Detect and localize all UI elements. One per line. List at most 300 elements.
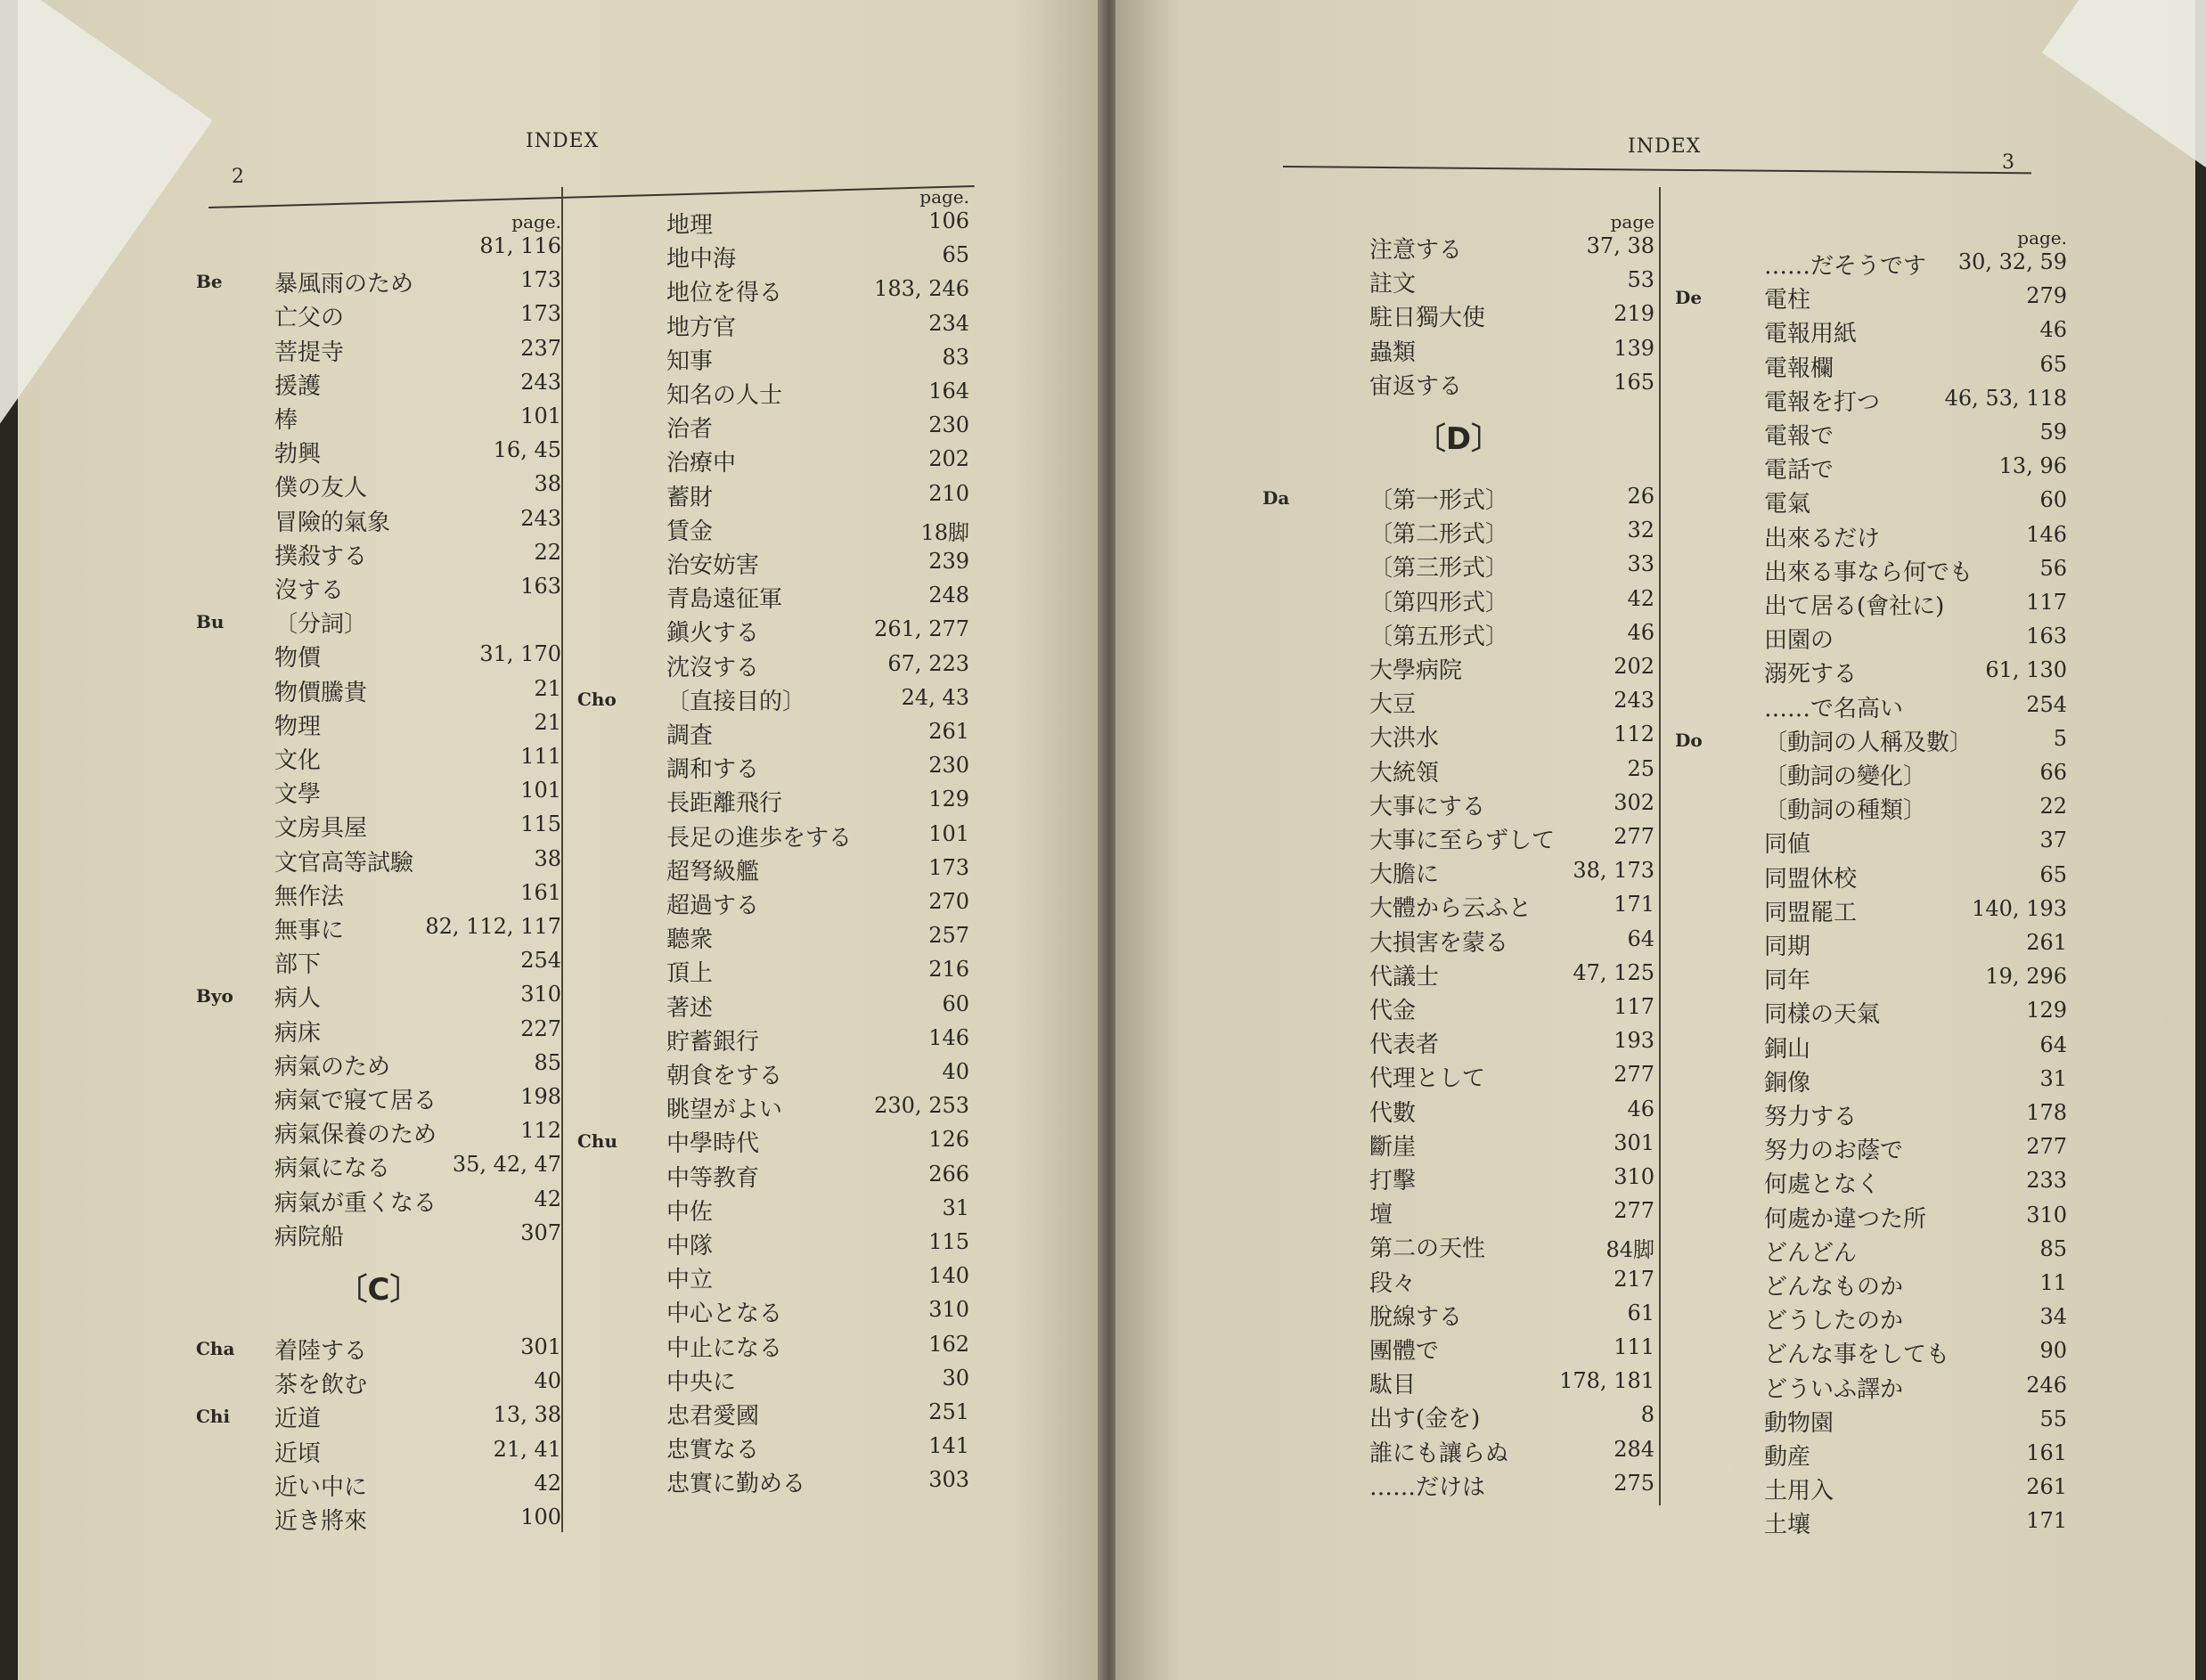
entry-page: 310	[928, 1297, 969, 1323]
index-entry	[1262, 482, 1654, 516]
entry-page: 60	[942, 991, 969, 1016]
entry-page: 21, 41	[493, 1436, 561, 1462]
index-entry	[577, 241, 969, 274]
index-entry	[196, 436, 561, 469]
entry-term: 第二の天性	[1369, 1236, 1486, 1263]
entry-page: 32	[1627, 518, 1654, 543]
entry-term: 段々	[1369, 1269, 1417, 1297]
entry-prefix: Byo	[196, 985, 233, 1007]
entry-prefix: Be	[196, 271, 223, 293]
entry-page: 234	[928, 310, 969, 336]
index-entry	[1675, 758, 2067, 792]
entry-term: 中央に	[666, 1368, 737, 1396]
entry-page: 64	[2039, 1032, 2067, 1057]
entry-page: 146	[2026, 521, 2067, 547]
entry-term: 土用入	[1764, 1478, 1834, 1505]
entry-page: 266	[928, 1161, 969, 1187]
entry-term: 忠實なる	[666, 1437, 760, 1464]
index-entry	[577, 990, 969, 1023]
index-entry	[1262, 618, 1654, 652]
index-entry	[1675, 418, 2067, 452]
index-entry	[1262, 1435, 1654, 1469]
page-column-label: page.	[919, 186, 969, 208]
entry-term: 〔動詞の變化〕	[1764, 763, 1927, 790]
entry-page: 243	[520, 505, 561, 531]
entry-term: 溺死する	[1764, 661, 1858, 689]
entry-page: 16, 45	[493, 437, 561, 463]
entry-term: 壇	[1369, 1202, 1393, 1229]
entry-term: 調和する	[666, 756, 760, 784]
index-entry	[196, 469, 561, 503]
index-entry	[577, 820, 969, 853]
entry-page: 46, 53, 118	[1944, 385, 2067, 411]
entry-page: 302	[1614, 789, 1654, 815]
entry-page: 33	[1627, 551, 1654, 577]
entry-term: 賃金	[666, 518, 714, 545]
entry-term: 電報で	[1764, 423, 1834, 450]
index-entry	[1675, 1506, 2067, 1540]
index-entry	[196, 1435, 561, 1469]
entry-term: 亡父の	[274, 305, 345, 332]
entry-page: 101	[928, 820, 969, 846]
entry-page: 243	[520, 369, 561, 395]
entry-term: 病氣が重くなる	[274, 1189, 437, 1217]
index-entry	[1262, 890, 1654, 924]
entry-term: 地理	[666, 212, 714, 239]
index-entry	[196, 1150, 561, 1184]
entry-page: 239	[928, 549, 969, 574]
entry-page: 31	[942, 1195, 969, 1220]
entry-page: 84脚	[1605, 1237, 1654, 1263]
entry-page: 139	[1614, 335, 1654, 361]
entry-term: 〔直接目的〕	[666, 688, 806, 715]
entry-term: 代表者	[1369, 1032, 1440, 1059]
entry-page: 106	[928, 208, 969, 233]
entry-term: 大損害を蒙る	[1369, 929, 1509, 957]
entry-term: 病氣で寢て居る	[274, 1088, 437, 1114]
index-entry	[196, 878, 561, 912]
index-entry	[1675, 1371, 2067, 1405]
index-entry	[577, 1160, 969, 1194]
entry-term: 電報用紙	[1764, 321, 1858, 348]
entry-page: 22	[2039, 794, 2067, 820]
entry-term: 何處となく	[1764, 1171, 1881, 1199]
index-entry	[1675, 554, 2067, 588]
index-entry	[577, 717, 969, 751]
entry-term: 蓄財	[666, 484, 714, 511]
entry-term: 努力のお蔭で	[1764, 1138, 1904, 1165]
index-entry	[577, 444, 969, 478]
index-entry	[196, 1366, 561, 1400]
index-entry	[1262, 856, 1654, 890]
entry-page: 85	[534, 1049, 561, 1075]
entry-page: 277	[1614, 1062, 1654, 1088]
entry-page: 129	[928, 787, 969, 812]
entry-page: 243	[1614, 688, 1654, 714]
entry-page: 115	[520, 811, 561, 837]
entry-page: 83	[942, 344, 969, 370]
entry-term: 土壤	[1764, 1512, 1811, 1539]
entry-page: 126	[928, 1127, 969, 1153]
entry-term: 〔動詞の種類〕	[1764, 797, 1927, 825]
page-column-label: page.	[2017, 227, 2067, 249]
entry-page: 42	[1627, 585, 1654, 611]
index-entry	[1675, 1472, 2067, 1506]
entry-page: 38	[534, 845, 561, 871]
index-entry	[196, 572, 561, 606]
index-entry	[196, 708, 561, 742]
index-entry	[577, 785, 969, 819]
left-page	[18, 0, 1103, 1680]
entry-term: 文學	[274, 781, 322, 809]
entry-term: 動物園	[1764, 1409, 1834, 1437]
index-entry	[1675, 281, 2067, 315]
index-entry	[196, 1048, 561, 1082]
entry-page: 140, 193	[1972, 895, 2067, 921]
entry-term: 無事に	[274, 917, 345, 944]
index-entry	[577, 1364, 969, 1398]
entry-page: 53	[1627, 267, 1654, 293]
index-entry	[577, 274, 969, 308]
entry-page: 42	[534, 1470, 561, 1496]
index-entry	[577, 309, 969, 343]
index-entry	[577, 649, 969, 683]
entry-term: 代理として	[1369, 1065, 1486, 1093]
index-entry	[1262, 550, 1654, 583]
index-entry	[1675, 1268, 2067, 1302]
entry-term: 〔第五形式〕	[1369, 623, 1509, 650]
index-entry	[196, 265, 561, 299]
entry-page: 64	[1627, 926, 1654, 951]
index-entry	[577, 581, 969, 615]
entry-page: 163	[520, 574, 561, 599]
entry-page: 22	[534, 539, 561, 565]
index-entry	[1675, 520, 2067, 554]
entry-page: 30	[942, 1365, 969, 1390]
index-entry	[1675, 384, 2067, 418]
entry-term: 中止になる	[666, 1334, 783, 1362]
entry-term: 沈沒する	[666, 654, 760, 681]
index-entry	[1675, 315, 2067, 349]
entry-term: 中佐	[666, 1198, 714, 1226]
entry-page: 112	[1614, 722, 1654, 747]
index-entry	[1675, 350, 2067, 384]
entry-term: 超弩級艦	[666, 858, 760, 885]
entry-term: 地位を得る	[666, 280, 783, 307]
index-entry	[1262, 232, 1654, 265]
index-entry	[577, 615, 969, 648]
index-entry	[577, 887, 969, 921]
index-entry	[196, 946, 561, 980]
index-entry	[196, 1082, 561, 1116]
entry-page: 171	[2026, 1508, 2067, 1534]
entry-page: 178	[2026, 1100, 2067, 1125]
header-rule	[208, 185, 975, 208]
index-entry	[196, 299, 561, 333]
page-column-label: page.	[511, 211, 561, 232]
entry-page: 129	[2026, 998, 2067, 1023]
entry-page: 173	[928, 854, 969, 880]
index-entry	[1675, 1132, 2067, 1166]
entry-page: 59	[2039, 420, 2067, 444]
entry-term: どんなものか	[1764, 1274, 1904, 1301]
entry-term: 病氣になる	[274, 1155, 391, 1183]
entry-term: 青島遠征軍	[666, 586, 783, 614]
index-entry	[1262, 788, 1654, 822]
entry-term: 地中海	[666, 246, 737, 273]
right-header-title: INDEX	[1628, 135, 1702, 158]
index-entry	[196, 776, 561, 810]
entry-term: どうしたのか	[1764, 1308, 1904, 1335]
entry-term: 銅山	[1764, 1035, 1811, 1063]
index-entry	[1675, 962, 2067, 996]
entry-term: 沒する	[274, 577, 345, 604]
index-entry	[196, 504, 561, 538]
entry-page: 8	[1640, 1402, 1654, 1428]
entry-page: 117	[2026, 590, 2067, 615]
entry-term: 部下	[274, 951, 322, 979]
index-entry	[1262, 299, 1654, 333]
entry-term: 聽衆	[666, 926, 714, 954]
index-entry	[1675, 724, 2067, 758]
index-entry	[1262, 652, 1654, 686]
entry-term: 宙返する	[1369, 372, 1463, 400]
entry-term: 大事に至らずして	[1369, 828, 1556, 854]
entry-term: ……で名高い	[1764, 695, 1904, 722]
entry-page: 117	[1614, 994, 1654, 1019]
index-entry	[1262, 992, 1654, 1026]
index-entry	[1675, 1166, 2067, 1200]
entry-page: 216	[928, 957, 969, 983]
entry-page: 30, 32, 59	[1957, 249, 2067, 274]
index-entry	[196, 640, 561, 673]
entry-prefix: Chu	[577, 1130, 617, 1153]
entry-page: 42	[534, 1186, 561, 1211]
entry-page: 178, 181	[1559, 1368, 1654, 1394]
entry-page: 310	[520, 982, 561, 1007]
entry-page: 277	[1614, 824, 1654, 849]
entry-page: 173	[520, 301, 561, 327]
index-entry	[196, 402, 561, 436]
entry-term: 大豆	[1369, 691, 1417, 719]
entry-term: 眺望がよい	[666, 1097, 783, 1124]
index-entry	[1675, 656, 2067, 689]
entry-prefix: Do	[1675, 729, 1703, 751]
entry-term: 無作法	[274, 883, 345, 910]
index-entry	[196, 538, 561, 572]
entry-page: 193	[1614, 1028, 1654, 1054]
index-entry	[1262, 958, 1654, 992]
index-entry	[1262, 1400, 1654, 1434]
entry-page: 146	[928, 1024, 969, 1050]
entry-page: 310	[2026, 1202, 2067, 1227]
entry-term: 文化	[274, 747, 322, 774]
index-entry	[1262, 1162, 1654, 1196]
index-entry	[577, 853, 969, 887]
entry-term: 〔動詞の人稱及數〕	[1764, 729, 1973, 756]
index-entry	[1675, 1405, 2067, 1439]
entry-term: 中隊	[666, 1233, 714, 1260]
entry-page: 101	[520, 404, 561, 428]
entry-page: 100	[520, 1505, 561, 1529]
right-page	[1115, 0, 2195, 1680]
entry-page: 217	[1614, 1266, 1654, 1292]
entry-page: 202	[1614, 654, 1654, 679]
entry-page: 61	[1627, 1300, 1654, 1325]
index-entry	[577, 1295, 969, 1329]
entry-page: 46	[2039, 317, 2067, 343]
entry-page: 46	[1627, 1096, 1654, 1121]
entry-page: 90	[2039, 1338, 2067, 1364]
column-divider	[1659, 187, 1661, 1505]
index-entry	[196, 1333, 561, 1366]
entry-term: 病人	[274, 985, 322, 1013]
index-entry	[1675, 452, 2067, 485]
entry-term: 出來るだけ	[1764, 525, 1881, 552]
index-entry	[196, 674, 561, 708]
entry-page: 301	[1614, 1130, 1654, 1155]
entry-page: 56	[2039, 555, 2067, 581]
entry-term: 調査	[666, 722, 714, 749]
entry-page: 275	[1614, 1470, 1654, 1496]
entry-page: 19, 296	[1985, 964, 2067, 990]
index-entry	[577, 1431, 969, 1465]
entry-term: 中學時代	[666, 1130, 760, 1158]
entry-page: 261, 277	[874, 616, 969, 642]
entry-page: 163	[2026, 624, 2067, 649]
index-entry	[196, 1400, 561, 1434]
entry-page: 301	[520, 1334, 561, 1359]
index-entry	[1675, 248, 2067, 281]
entry-term: 脫線する	[1369, 1303, 1463, 1331]
index-entry	[1262, 1265, 1654, 1299]
entry-page: 46	[1627, 619, 1654, 645]
entry-term: 銅像	[1764, 1069, 1811, 1097]
index-entry	[1262, 1366, 1654, 1400]
index-entry	[1675, 1336, 2067, 1370]
index-entry	[577, 513, 969, 547]
entry-term: 僕の友人	[274, 475, 368, 502]
left-header-title: INDEX	[526, 130, 600, 152]
index-entry	[1675, 928, 2067, 962]
index-entry	[1262, 1095, 1654, 1129]
index-entry	[196, 232, 561, 265]
entry-page: 279	[2026, 283, 2067, 309]
entry-page: 35, 42, 47	[452, 1152, 561, 1178]
entry-term: 田園の	[1764, 627, 1834, 655]
entry-page: 310	[1614, 1164, 1654, 1189]
entry-page: 251	[928, 1399, 969, 1424]
entry-term: 電話で	[1764, 457, 1834, 485]
entry-term: 地方官	[666, 314, 737, 341]
entry-page: 82, 112, 117	[425, 914, 561, 939]
entry-term: 大統領	[1369, 759, 1440, 787]
entry-term: 大膽に	[1369, 861, 1440, 889]
index-entry	[1675, 792, 2067, 826]
entry-term: 近き將來	[274, 1508, 368, 1535]
entry-page: 31, 170	[479, 641, 561, 667]
index-entry	[1262, 925, 1654, 958]
entry-term: 代金	[1369, 998, 1417, 1024]
entry-term: 貯蓄銀行	[666, 1028, 760, 1056]
entry-page: 38	[534, 471, 561, 497]
index-entry	[196, 844, 561, 878]
entry-term: 代數	[1369, 1099, 1417, 1127]
index-entry	[1262, 1060, 1654, 1094]
entry-term: 動産	[1764, 1444, 1811, 1471]
index-entry	[196, 742, 561, 776]
index-entry	[196, 912, 561, 946]
entry-page: 26	[1627, 484, 1654, 509]
entry-term: 〔第二形式〕	[1369, 521, 1509, 549]
index-entry	[196, 334, 561, 368]
entry-page: 141	[928, 1433, 969, 1459]
entry-page: 165	[1614, 369, 1654, 395]
entry-page: 21	[534, 709, 561, 735]
entry-page: 230, 253	[874, 1093, 969, 1119]
entry-page: 112	[520, 1118, 561, 1144]
entry-term: 冒險的氣象	[274, 509, 391, 536]
entry-term: 菩提寺	[274, 338, 345, 366]
entry-term: 電報欄	[1764, 355, 1834, 382]
entry-page: 183, 246	[874, 276, 969, 302]
index-entry	[1262, 1333, 1654, 1366]
entry-term: 〔第一形式〕	[1369, 487, 1509, 514]
entry-term: 撲殺する	[274, 542, 368, 570]
entry-page: 111	[520, 744, 561, 769]
entry-term: 知事	[666, 347, 714, 375]
entry-page: 55	[2039, 1406, 2067, 1431]
entry-page: 202	[928, 446, 969, 472]
entry-term: 〔第四形式〕	[1369, 589, 1509, 616]
index-entry	[1675, 996, 2067, 1030]
entry-page: 66	[2039, 760, 2067, 785]
entry-page: 237	[520, 335, 561, 361]
entry-page: 198	[520, 1084, 561, 1109]
index-entry	[1675, 1031, 2067, 1064]
index-entry	[1675, 826, 2067, 860]
index-entry	[577, 1261, 969, 1295]
entry-term: 中心となる	[666, 1301, 783, 1328]
index-entry	[1675, 1302, 2067, 1336]
index-entry	[1262, 584, 1654, 618]
entry-page: 34	[2039, 1304, 2067, 1330]
index-entry	[577, 921, 969, 955]
entry-term: 知名の人士	[666, 382, 783, 409]
entry-term: 何處か違つた所	[1764, 1205, 1927, 1233]
entry-term: 團體で	[1369, 1338, 1440, 1365]
index-entry	[577, 1023, 969, 1057]
index-entry	[1675, 860, 2067, 894]
entry-page: 284	[1614, 1436, 1654, 1462]
entry-term: 病氣保養のため	[274, 1121, 437, 1149]
entry-term: 物價騰貴	[274, 679, 368, 706]
entry-page: 164	[928, 379, 969, 404]
section-heading: 〔C〕	[337, 1272, 421, 1308]
entry-term: 同盟休校	[1764, 865, 1858, 893]
entry-page: 115	[928, 1229, 969, 1254]
entry-page: 233	[2026, 1168, 2067, 1194]
right-page-number: 3	[2002, 151, 2014, 174]
entry-term: ……だそうです	[1764, 253, 1927, 280]
section-heading: 〔D〕	[1415, 421, 1502, 457]
entry-term: 著述	[666, 994, 714, 1022]
entry-term: 暴風雨のため	[274, 271, 414, 298]
index-entry	[1675, 588, 2067, 622]
entry-page: 65	[942, 242, 969, 268]
entry-term: 治安妨害	[666, 552, 760, 579]
index-entry	[577, 411, 969, 444]
